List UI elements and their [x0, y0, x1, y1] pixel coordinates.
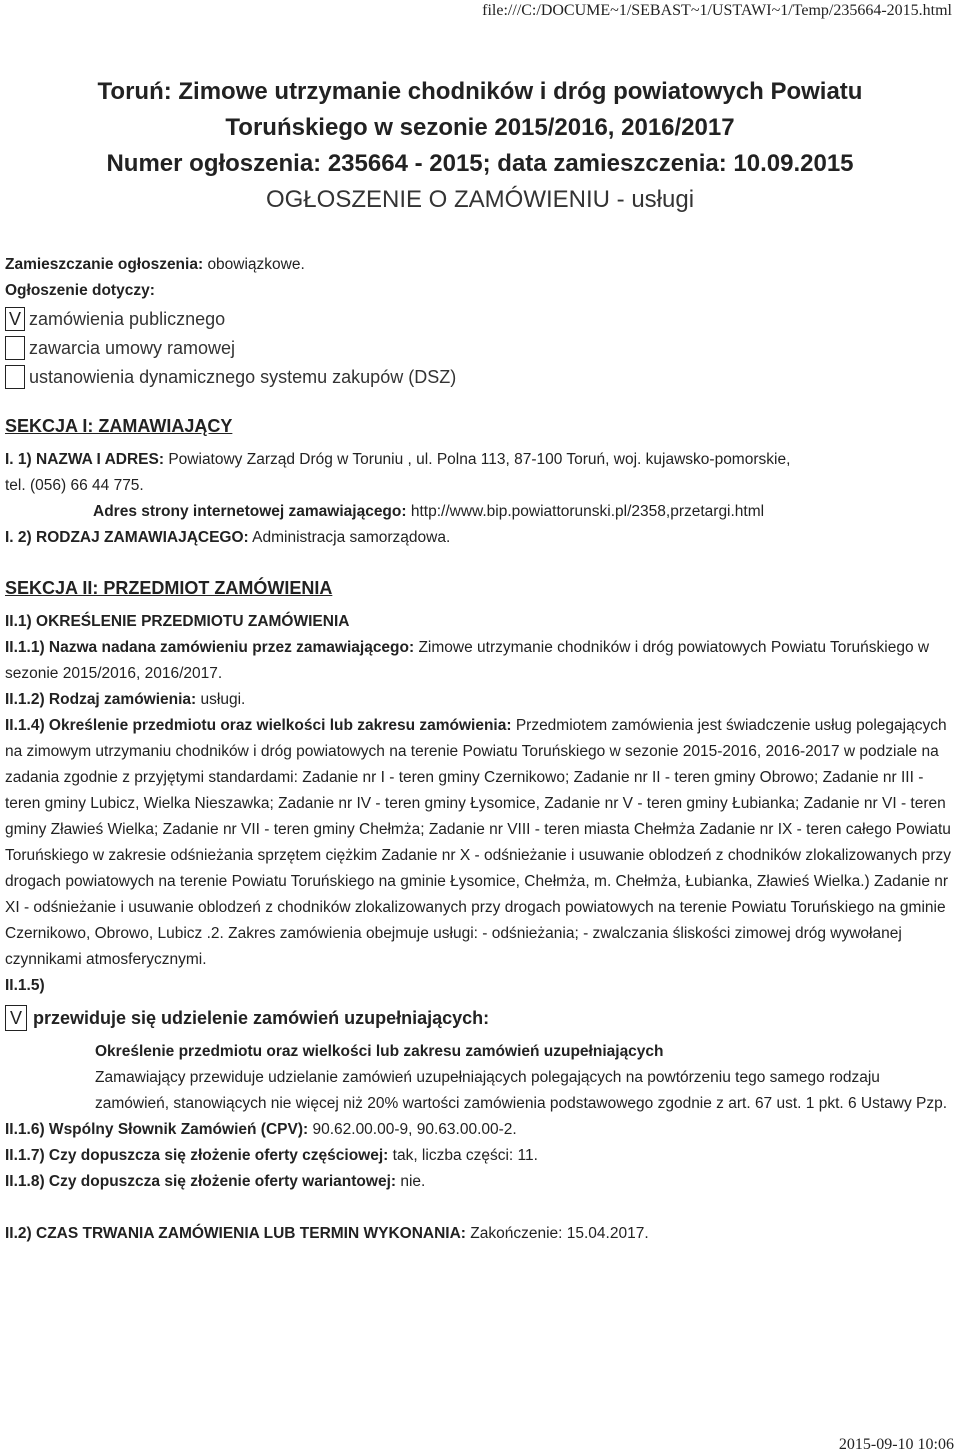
- uzupelniajace-sub-title: Określenie przedmiotu oraz wielkości lub zakresu zamówień uzupełniających: [95, 1043, 664, 1060]
- oferta-wariantowa-label: II.1.8) Czy dopuszcza się złożenie oferty wariantowej:: [5, 1173, 397, 1190]
- okreslenie-label: II.1.4) Określenie przedmiotu oraz wielkości lub zakresu zamówienia:: [5, 717, 512, 734]
- print-datetime: 2015-09-10 10:06: [838, 1436, 954, 1453]
- oferta-czesciowa-value: tak, liczba części: 11.: [392, 1147, 538, 1164]
- nazwa-zamowienia-label: II.1.1) Nazwa nadana zamówieniu przez zamawiającego:: [5, 639, 415, 656]
- rodzaj-zamowienia-label: II.1.2) Rodzaj zamówienia:: [5, 691, 197, 708]
- section-1-title: SEKCJA I: ZAMAWIAJĄCY: [5, 416, 233, 436]
- checkbox-empty-icon: [5, 365, 25, 389]
- nazwa-zamowienia: [5, 635, 953, 687]
- checkbox-checked-icon: V: [5, 307, 25, 331]
- uzupelniajace-sub-text: Zamawiający przewiduje udzielanie zamówień uzupełniających polegających na powtórzeniu tego samego rodzaju zamówień, stanowiących nie więcej niż 20% wartości zamówienia podstawowego zgodnie z art. 67 ust. 1 pkt. 6 Ustawy Pzp.: [95, 1069, 948, 1112]
- oferta-wariantowa-value: nie.: [400, 1173, 426, 1190]
- dotyczy-label: Ogłoszenie dotyczy:: [5, 282, 155, 299]
- rodzaj-zamowienia-value: usługi.: [200, 691, 246, 708]
- okreslenie-value: Przedmiotem zamówienia jest świadczenie usług polegających na zimowym utrzymaniu chodników i dróg powiatowych na terenie Powiatu Toruńskiego w sezonie 2015-2016, 2016-2017 w podziale na zadania zgodnie z przyjętymi standardami: Zadanie nr I - teren gminy Czernikowo; Zadanie nr II - teren gminy Obrowo; Zadanie nr III - teren gminy Lubicz, Wielka Nieszawka; Zadanie nr IV - teren gminy Łysomice, Zadanie nr V - teren gminy Łubianka; Zadanie nr VI - teren gminy Zławieś Wielka; Zadanie nr VII - teren gminy Chełmża; Zadanie nr VIII - teren miasta Chełmża Zadanie nr IX - teren całego Powiatu Toruńskiego w zakresie odśnieżania sprzętem ciężkim Zadanie nr X - odśnieżanie i usuwanie oblodzeń z chodników zlokalizowanych przy drogach powiatowych na terenie Powiatu Toruńskiego na gminie Łysomice, Chełmża, m. Chełmża, Łubianka, Zławieś Wielka.) Zadanie nr XI - odśnieżanie i usuwanie oblodzeń z chodników zlokalizowanych przy drogach powiatowych na terenie Powiatu Toruńskiego na gminie Czernikowo, Obrowo, Lubicz .2. Zakres zamówienia obejmuje usługi: - odśnieżania; - zwalczania śliskości zimowej dróg wywołanej czynnikami atmosferycznymi.: [5, 717, 951, 968]
- option-row: [5, 304, 953, 333]
- title-line-4: OGŁOSZENIE O ZAMÓWIENIU - usługi: [265, 186, 695, 213]
- checkbox-checked-icon: V: [5, 1005, 27, 1031]
- www-row: [5, 499, 953, 525]
- zamieszczanie-row: [5, 252, 953, 278]
- cpv-value: 90.62.00.00-9, 90.63.00.00-2.: [312, 1121, 517, 1138]
- www-label: Adres strony internetowej zamawiającego:: [93, 503, 407, 520]
- czas-trwania-value: Zakończenie: 15.04.2017.: [470, 1225, 649, 1242]
- okreslenie-przedmiotu: [5, 713, 953, 973]
- uzupelniajace-label: II.1.5): [5, 977, 45, 994]
- section-2-title: SEKCJA II: PRZEDMIOT ZAMÓWIENIA: [5, 578, 333, 598]
- nazwa-zamowienia-value: Zimowe utrzymanie chodników i dróg powiatowych Powiatu Toruńskiego w sezonie 2015/2016, 2016/2017.: [5, 639, 930, 682]
- cpv-row: [5, 1117, 953, 1143]
- rodzaj-zamowienia-row: [5, 687, 953, 713]
- oferta-wariantowa-row: [5, 1169, 953, 1195]
- rodzaj-label: I. 2) RODZAJ ZAMAWIAJĄCEGO:: [5, 529, 249, 546]
- option-row: [5, 333, 953, 362]
- title-line-1: Toruń: Zimowe utrzymanie chodników i dróg powiatowych Powiatu: [97, 78, 863, 105]
- document-title-block: [0, 74, 960, 218]
- option-label: ustanowienia dynamicznego systemu zakupów (DSZ): [29, 366, 457, 387]
- nazwa-label: I. 1) NAZWA I ADRES:: [5, 451, 165, 468]
- option-label: zawarcia umowy ramowej: [29, 337, 236, 358]
- option-row: [5, 362, 953, 391]
- print-url: file:///C:/DOCUME~1/SEBAST~1/USTAWI~1/Temp/235664-2015.html: [482, 2, 952, 19]
- rodzaj-zamawiajacego-row: [5, 525, 953, 551]
- oferta-czesciowa-label: II.1.7) Czy dopuszcza się złożenie oferty częściowej:: [5, 1147, 389, 1164]
- oferta-czesciowa-row: [5, 1143, 953, 1169]
- zamieszczanie-label: Zamieszczanie ogłoszenia:: [5, 256, 204, 273]
- zamawiajacy-name-row: [5, 447, 953, 473]
- zamawiajacy-phone: tel. (056) 66 44 775.: [5, 477, 144, 494]
- option-label: zamówienia publicznego: [29, 308, 226, 329]
- uzupelniajace-detail: [5, 1039, 953, 1117]
- title-line-2: Toruńskiego w sezonie 2015/2016, 2016/2017: [225, 114, 735, 141]
- rodzaj-value: Administracja samorządowa.: [252, 529, 451, 546]
- czas-trwania-label: II.2) CZAS TRWANIA ZAMÓWIENIA LUB TERMIN WYKONANIA:: [5, 1225, 466, 1242]
- section-2-heading: II.1) OKREŚLENIE PRZEDMIOTU ZAMÓWIENIA: [5, 613, 350, 630]
- uzupelniajace-text: przewiduje się udzielenie zamówień uzupełniających:: [33, 1008, 490, 1028]
- uzupelniajace-row: [5, 1005, 953, 1031]
- cpv-label: II.1.6) Wspólny Słownik Zamówień (CPV):: [5, 1121, 309, 1138]
- nazwa-value: Powiatowy Zarząd Dróg w Toruniu , ul. Polna 113, 87-100 Toruń, woj. kujawsko-pomorskie,: [168, 451, 791, 468]
- checkbox-empty-icon: [5, 336, 25, 360]
- czas-trwania-row: [5, 1221, 953, 1247]
- title-line-3: Numer ogłoszenia: 235664 - 2015; data zamieszczenia: 10.09.2015: [106, 150, 854, 177]
- www-link[interactable]: http://www.bip.powiattorunski.pl/2358,przetargi.html: [410, 503, 765, 520]
- document-body: [5, 252, 953, 1247]
- zamieszczanie-value: obowiązkowe.: [207, 256, 305, 273]
